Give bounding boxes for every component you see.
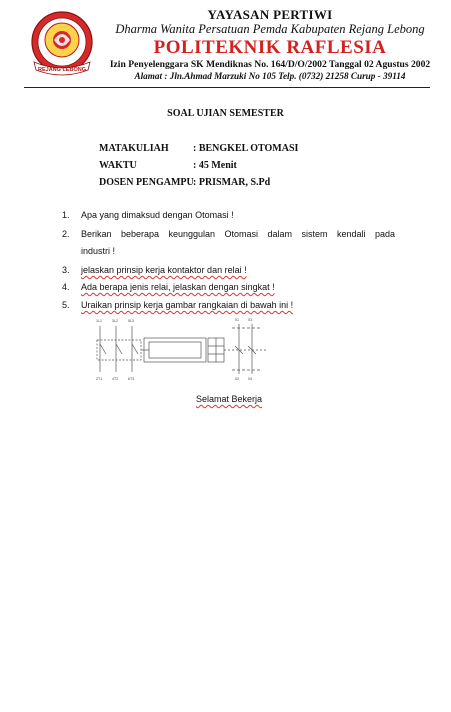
contactor-circuit-diagram: [94, 316, 270, 382]
info-value-course: : BENGKEL OTOMASI: [193, 143, 299, 154]
question-text: jelaskan prinsip kerja kontaktor dan relai !: [81, 265, 247, 275]
closing-text: Selamat Bekerja: [196, 394, 263, 404]
info-value-lecturer: : PRISMAR, S.Pd: [193, 177, 271, 188]
question-text-line: Berikan beberapa keunggulan Otomasi dalam sistem kendali pada: [81, 229, 395, 239]
question-number: 1.: [62, 210, 70, 220]
question-text-continuation: industri !: [81, 246, 116, 256]
question-number: 5.: [62, 300, 70, 310]
question-number: 4.: [62, 282, 70, 292]
dharma-wanita-line: Dharma Wanita Persatuan Pemda Kabupaten Rejang Lebong: [115, 22, 425, 36]
question-text: Ada berapa jenis relai, jelaskan dengan singkat !: [81, 282, 275, 292]
logo-ribbon-text: REJANG LEBONG: [38, 67, 86, 73]
terminal-label: 4T2: [112, 377, 119, 381]
terminal-label: 2T1: [96, 377, 103, 381]
terminal-label: 01: [235, 318, 239, 322]
question-text: Apa yang dimaksud dengan Otomasi !: [81, 210, 234, 220]
terminal-label: 02: [235, 377, 239, 381]
question-number: 2.: [62, 229, 70, 239]
terminal-label: 04: [248, 377, 252, 381]
question-number: 3.: [62, 265, 70, 275]
institution-logo: [26, 8, 98, 80]
foundation-name: YAYASAN PERTIWI: [207, 7, 333, 22]
permit-line: Izin Penyelenggara SK Mendiknas No. 164/D/O/2002 Tanggal 02 Agustus 2002: [109, 59, 431, 70]
info-value-time: : 45 Menit: [193, 160, 237, 171]
question-text: Uraikan prinsip kerja gambar rangkaian di bawah ini !: [81, 300, 294, 310]
letterhead: [0, 0, 451, 92]
exam-title: SOAL UJIAN SEMESTER: [167, 108, 284, 119]
address-line: Alamat : Jln.Ahmad Marzuki No 105 Telp. (0732) 21258 Curup - 39114: [134, 71, 406, 81]
terminal-label: 5L3: [128, 319, 134, 323]
institution-name: POLITEKNIK RAFLESIA: [153, 37, 387, 58]
terminal-label: 03: [248, 318, 252, 322]
info-label-course: MATAKULIAH: [99, 143, 169, 154]
terminal-label: 6T3: [128, 377, 135, 381]
header-divider: [24, 87, 430, 88]
terminal-label: 1L1: [96, 319, 102, 323]
info-label-lecturer: DOSEN PENGAMPU: [99, 177, 194, 188]
info-label-time: WAKTU: [99, 160, 137, 171]
terminal-label: 3L2: [112, 319, 118, 323]
question-text: [81, 229, 395, 239]
